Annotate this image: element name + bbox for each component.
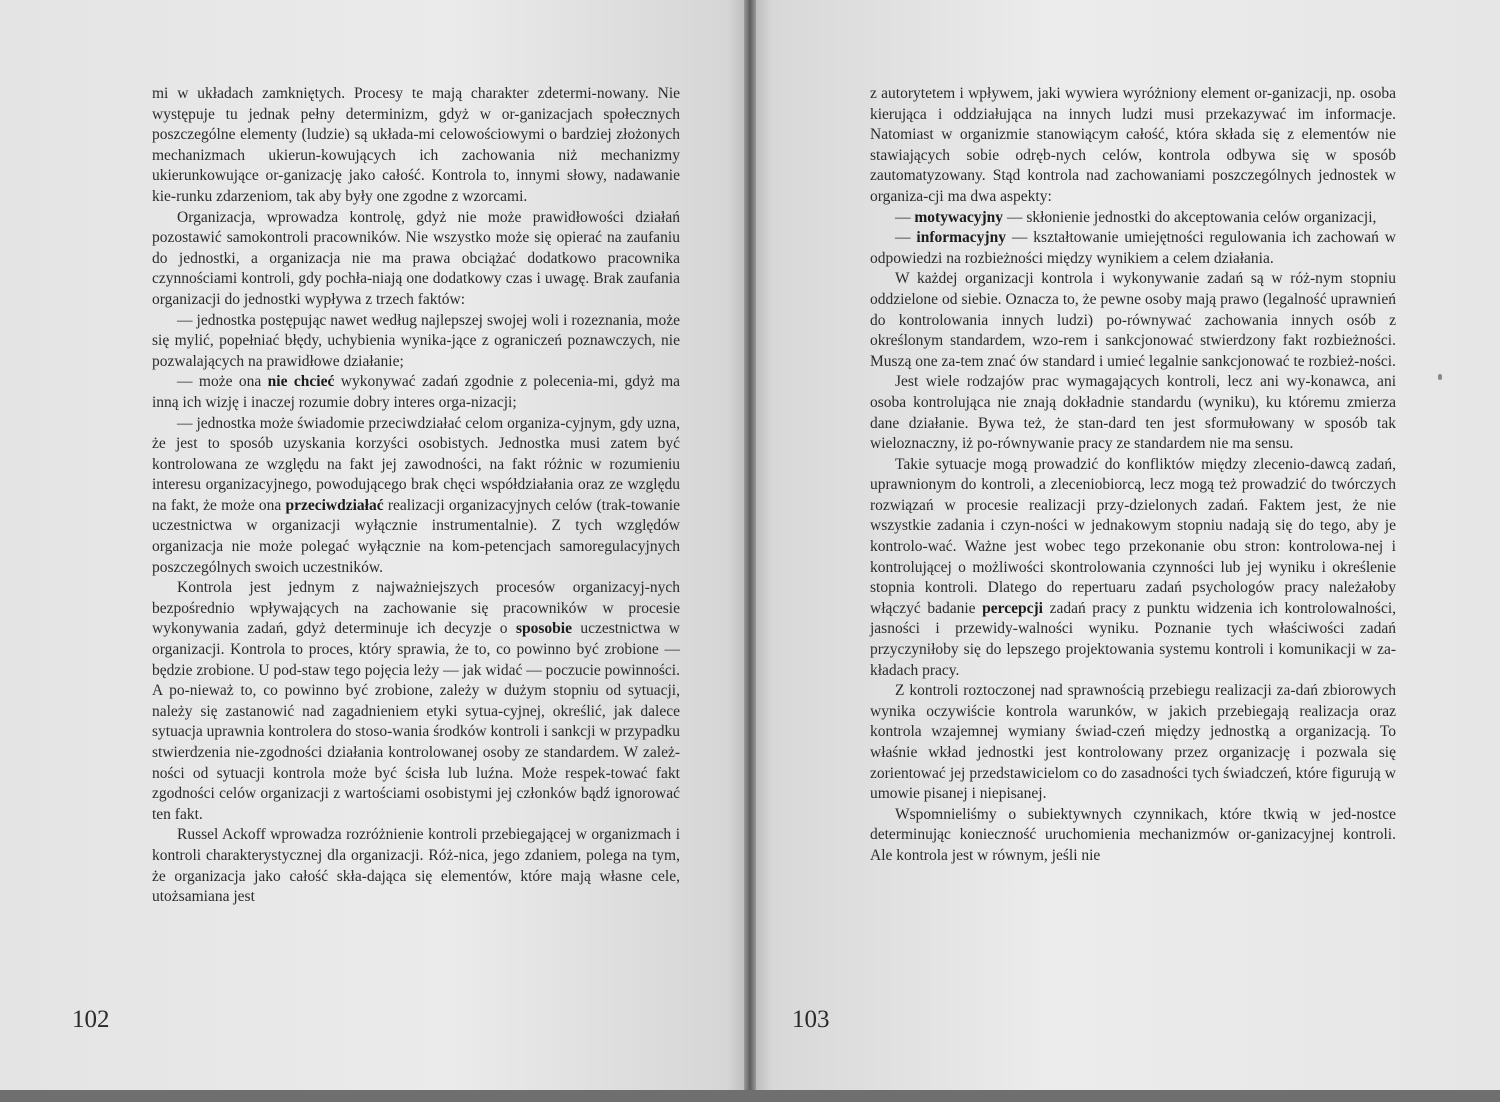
paper-speck [1438,374,1442,380]
paragraph: z autorytetem i wpływem, jaki wywiera wyróżniony element or-ganizacji, np. osoba kierująca i oddziałująca na innych ludzi musi przekazywać im informacje. Natomiast w organizmie stanowiącym całość, która składa się z elementów nie stawiających sobie odręb-nych celów, kontrola odbywa się w sposób zautomatyzowany. Stąd kontrola nad zachowaniami poszczególnych jednostek w organiza-cji ma dwa aspekty: [870,85,1396,205]
left-page [0,0,750,1090]
paragraph: Wspomnieliśmy o subiektywnych czynnikach, które tkwią w jed-nostce determinując konieczność uruchomienia mechanizmów or-ganizacyjnej kontroli. Ale kontrola jest w równym, jeśli nie [870,805,1396,864]
paragraph: Organizacja, wprowadza kontrolę, gdyż nie może prawidłowości działań pozostawić samokontroli pracowników. Nie wszystko może się opierać na zaufaniu do jednostki, a organizacja nie ma prawa obciążać dodatkowo pracownika czynnościami kontroli, gdy pochła-niają one dodatkowy czas i uwagę. Brak zaufania organizacji do jednostki wypływa z trzech faktów: [152,208,680,308]
emphasis: sposobie [515,620,572,638]
paragraph: — jednostka może świadomie przeciwdziałać celom organiza-cyjnym, gdy uzna, że jest to sposób uzyskania korzyści osobistych. Jednostka musi zatem być kontrolowana ze względu na fakt jej zawodności, na fakt różnic w rozumieniu interesu organizacyjnego, powodującego brak chęci współdziałania oraz ze względu na fakt, że może ona przeciwdziałać realizacji organizacyjnych celów (trak-towanie uczestnictwa w organizacji wyłącznie instrumentalnie). Z tych względów organizacja nie może polegać wyłącznie na kom-petencjach samoregulacyjnych poszczególnych swoich uczestników. [152,414,680,576]
paragraph: Jest wiele rodzajów prac wymagających kontroli, lecz ani wy-konawca, ani osoba kontrolująca nie znają dokładnie standardu (wyniku), ku któremu zmierza dane działanie. Bywa też, że stan-dard ten jest sformułowany w sposób tak wieloznaczny, iż po-równywanie pracy ze standardem nie ma sensu. [870,373,1396,453]
emphasis: percepcji [982,599,1043,617]
paragraph: W każdej organizacji kontrola i wykonywanie zadań są w róż-nym stopniu oddzielone od siebie. Oznacza to, że pewne osoby mają prawo (legalność uprawnień do kontrolowania innych ludzi) po-równywać zachowania innych osób z określonym standardem, wzo-rem i sankcjonować stwierdzony fakt rozbieżności. Muszą one za-tem znać ów standard i umieć legalnie sankcjonować te rozbież-ności. [870,270,1396,370]
emphasis: przeciwdziałać [285,496,384,514]
page-number: 102 [72,1006,110,1033]
paragraph: — może ona nie chcieć wykonywać zadań zgodnie z polecenia-mi, gdyż ma inną ich wizję i inaczej rozumie dobry interes orga-nizacji; [152,373,681,411]
left-page-text [152,84,680,908]
emphasis: nie chcieć [267,373,335,391]
right-page [750,0,1500,1090]
paragraph: Takie sytuacje mogą prowadzić do konfliktów między zlecenio-dawcą zadań, uprawnionym do kontroli, a zleceniobiorcą, lecz mogą też prowadzić do twórczych rozwiązań w procesie realizacji przy-dzielonych zadań. Faktem jest, że nie wszystkie zadania i czyn-ności w jednakowym stopniu nadają się do tego, aby je kontrolo-wać. Ważne jest wobec tego przekonanie obu stron: kontrolowa-nej i kontrolującej o możliwości skontrolowania czynności lub jej wyniku i określenie stopnia kontroli. Dlatego do repertuaru zadań psychologów pracy należałoby włączyć badanie percepcji zadań pracy z punktu widzenia ich kontrolowalności, jasności i przewidy-walności wyniku. Poznanie tych właściwości zadań przyczyniłoby się do lepszego projektowania systemu kontroli i komunikacji w za-kładach pracy. [870,455,1397,679]
paragraph: Kontrola jest jednym z najważniejszych procesów organizacyj-nych bezpośrednio wpływających na zachowanie się pracowników w procesie wykonywania zadań, gdyż determinuje ich decyzje o sposobie uczestnictwa w organizacji. Kontrola to proces, który sprawia, że to, co powinno być zrobione — będzie zrobione. U pod-staw tego pojęcia leży — jak widać — poczucie powinności. A po-nieważ to, co powinno być zrobione, zależy w dużym stopniu od sytuacji, należy się zastanowić nad zagadnieniem etyki sytua-cyjnej, określić, jak dalece sytuacja uprawnia kontrolera do stoso-wania środków kontroli i sankcji w przypadku stwierdzenia nie-zgodności działania kontrolowanej osoby ze standardem. W zależ-ności od sytuacji kontrola może być ścisła lub luźna. Może respek-tować fakt zgodności celów organizacji z wartościami osobistymi jej członków bądź ignorować ten fakt. [152,579,680,823]
paragraph: Russel Ackoff wprowadza rozróżnienie kontroli przebiegającej w organizmach i kontroli charakterystycznej dla organizacji. Róż-nica, jego zdaniem, polega na tym, że organizacja jako całość skła-dająca się elementów, które mają własne cele, utożsamiana jest [152,826,680,906]
paragraph: mi w układach zamkniętych. Procesy te mają charakter zdetermi-nowany. Nie występuje tu jednak pełny determinizm, gdyż w or-ganizacjach społecznych poszczególne elementy (ludzie) są układa-mi celowościowymi o bardziej złożonych mechanizmach ukierun-kowujących ich zachowania niż mechanizmy ukierunkowujące or-ganizację jako całość. Kontrola to, innymi słowy, nadawanie kie-runku zdarzeniom, tak aby były one zgodne z wzorcami. [152,85,680,205]
paragraph: — informacyjny — kształtowanie umiejętności regulowania ich zachowań w odpowiedzi na rozbieżności między wynikiem a celem działania. [870,229,1397,267]
page-number: 103 [792,1006,830,1033]
paragraph: — motywacyjny — skłonienie jednostki do akceptowania celów organizacji, [895,208,1377,226]
right-page-text [870,84,1396,867]
emphasis: motywacyjny [914,208,1004,226]
emphasis: informacyjny [916,229,1006,247]
paragraph: — jednostka postępując nawet według najlepszej swojej woli i rozeznania, może się mylić, popełniać błędy, uchybienia wynika-jące z ograniczeń poznawczych, nie pozwalających na prawidłowe działanie; [152,311,680,370]
paragraph: Z kontroli roztoczonej nad sprawnością przebiegu realizacji za-dań zbiorowych wynika oczywiście kontrola warunków, w jakich przebiegają realizacja oraz kontrola wzajemnej wymiany świad-czeń między jednostką a organizacją. To właśnie wkład jednostki jest kontrolowany przez organizację i pozwala się zorientować jej przedstawicielom co do zasadności tych świadczeń, które figurują w umowie pisanej i niepisanej. [870,682,1396,803]
book-gutter [744,0,756,1090]
